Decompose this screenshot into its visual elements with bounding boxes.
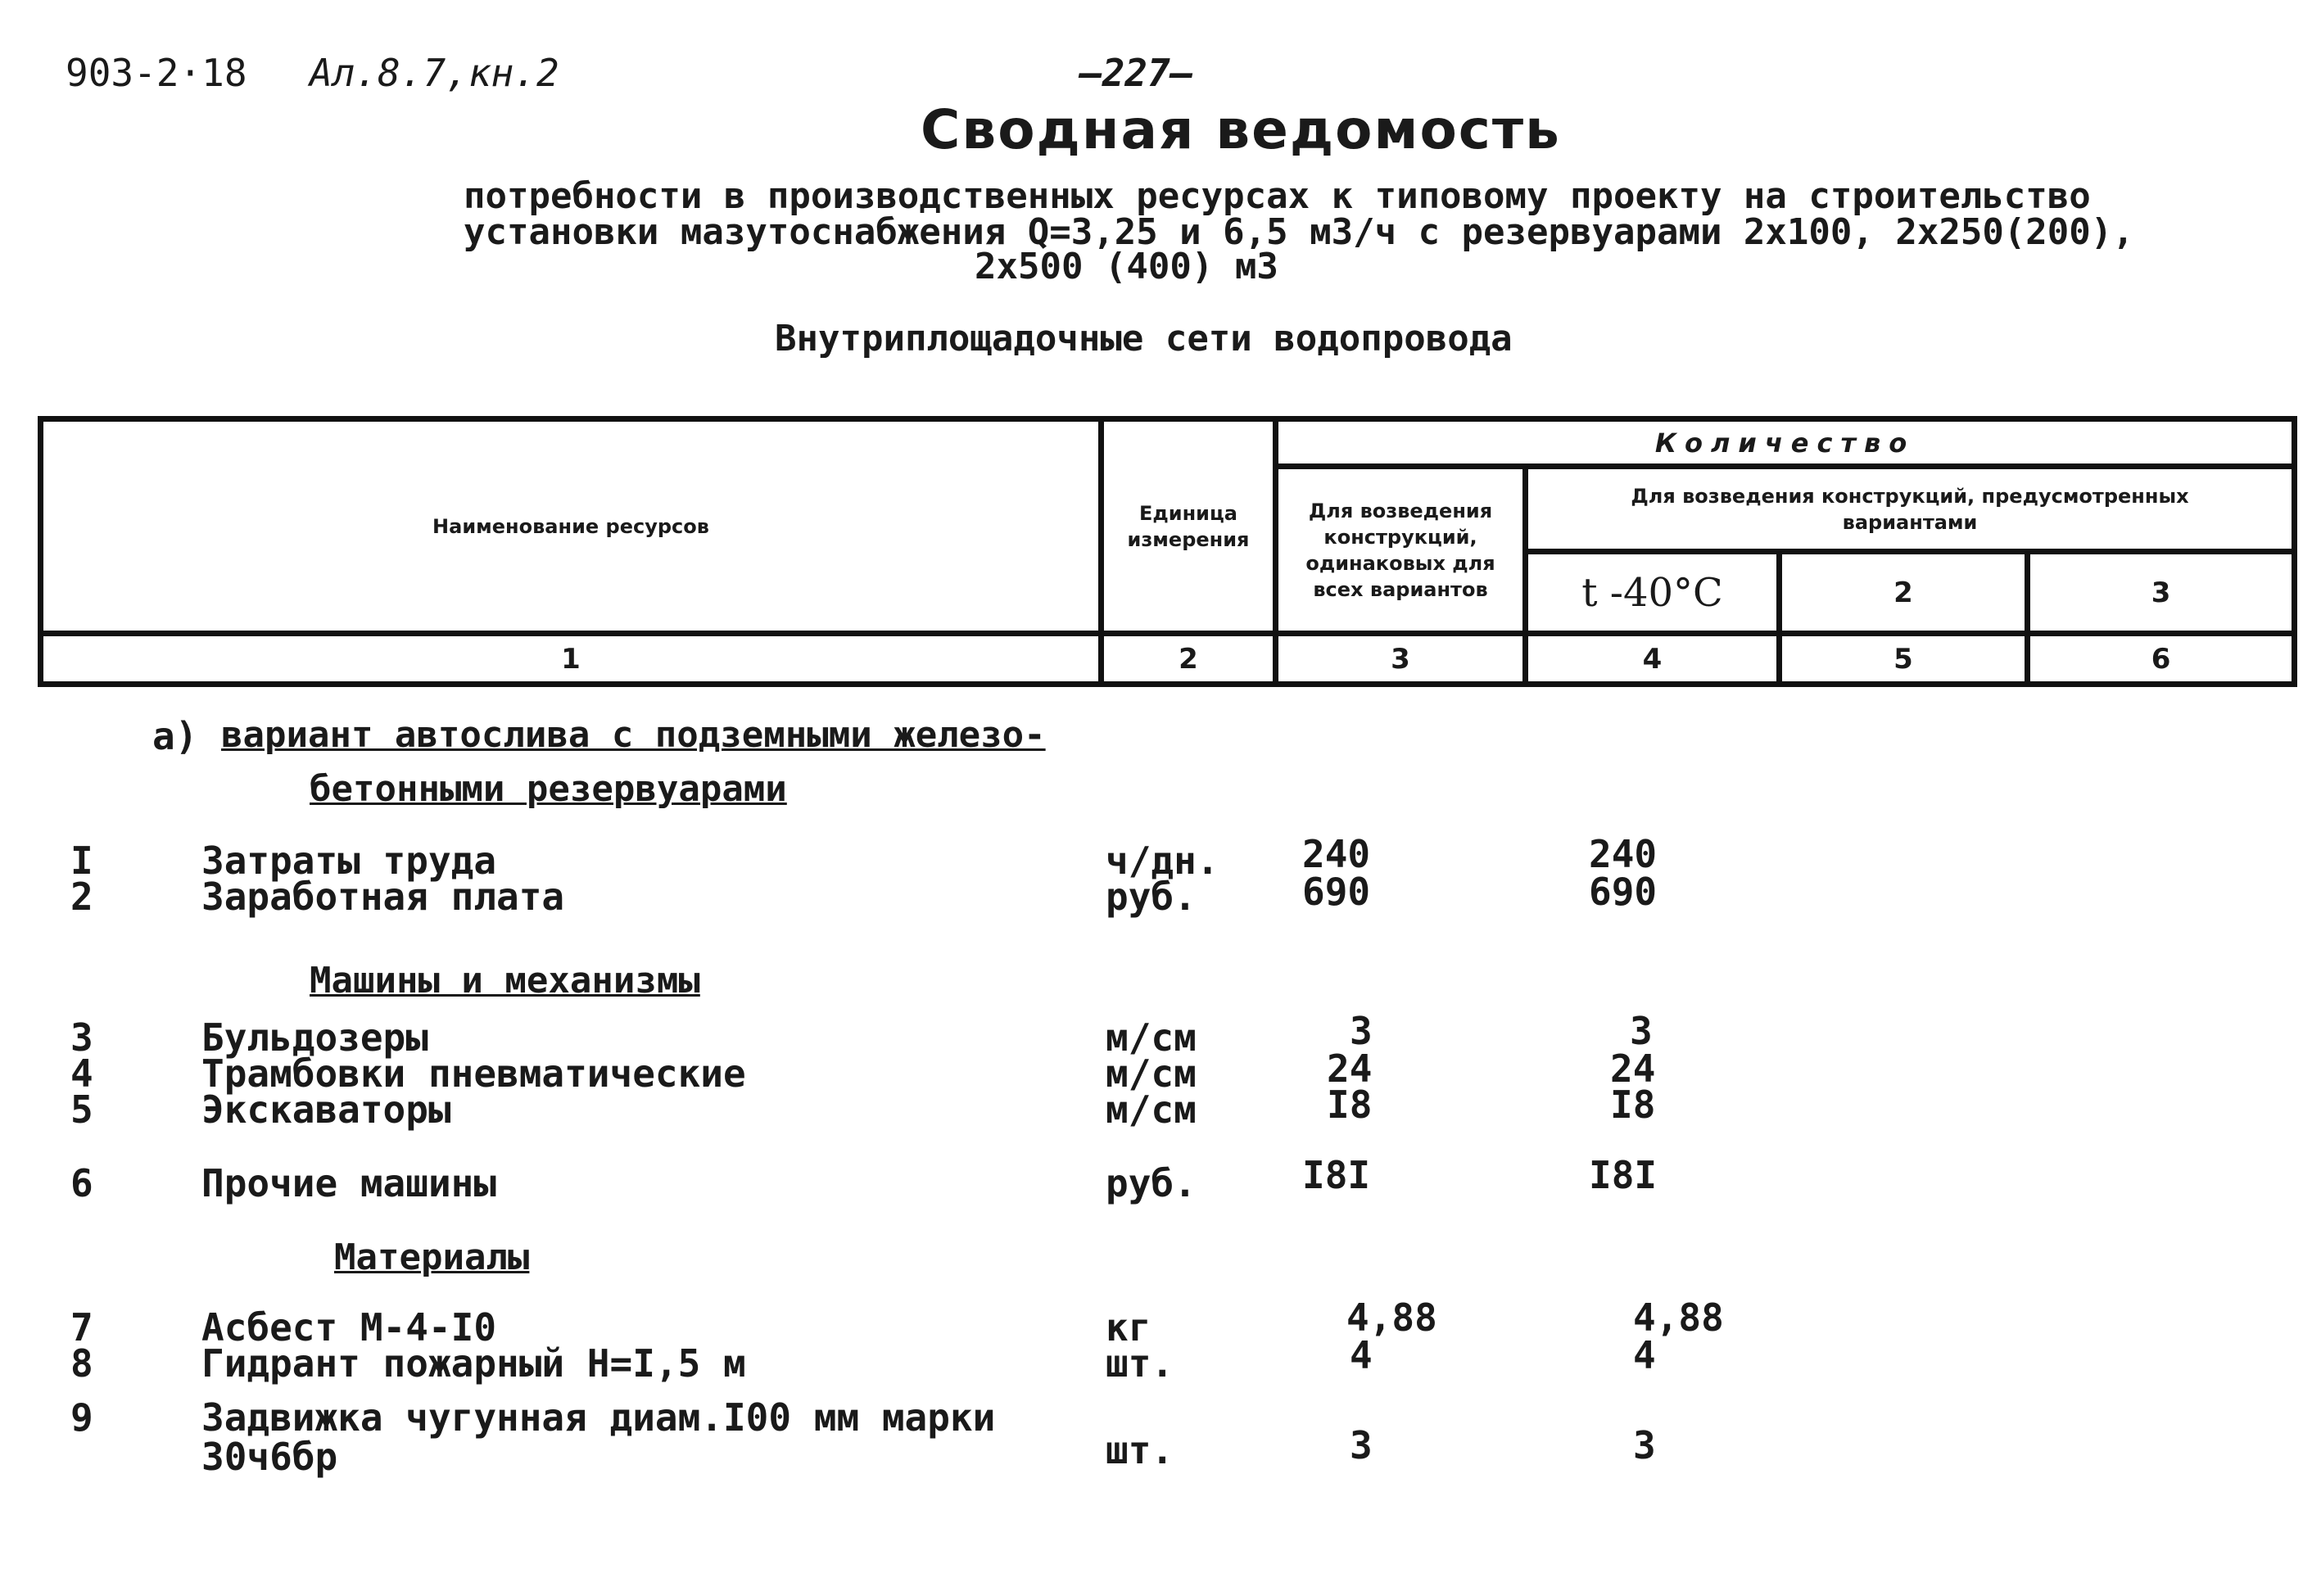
row-unit: м/см bbox=[1106, 1015, 1197, 1060]
row-qty-common: 690 bbox=[1302, 870, 1371, 914]
column-number-4: 4 bbox=[1526, 634, 1780, 685]
row-qty-common: I8 bbox=[1327, 1083, 1373, 1127]
subtitle-line-2: установки мазутоснабжения Q=3,25 и 6,5 м3/ч с резервуарами 2x100, 2x250(200), bbox=[464, 211, 2134, 253]
row-unit: кг bbox=[1106, 1305, 1151, 1350]
row-name: Трамбовки пневматические bbox=[201, 1051, 746, 1096]
row-number: 4 bbox=[70, 1051, 93, 1096]
section-caption: Внутриплощадочные сети водопровода bbox=[775, 318, 1513, 359]
header-same-line-4: всех вариантов bbox=[1313, 577, 1488, 601]
header-variant-line-2: вариантами bbox=[1842, 510, 1978, 534]
row-name: Прочие машины bbox=[201, 1161, 497, 1205]
document-code: 903-2·18 bbox=[66, 51, 247, 95]
column-number-5: 5 bbox=[1780, 634, 2028, 685]
row-name: Затраты труда bbox=[201, 839, 497, 883]
header-unit-line-1: Единица bbox=[1139, 501, 1237, 525]
row-number: 8 bbox=[70, 1341, 93, 1386]
page-title: Сводная ведомость bbox=[921, 98, 1561, 161]
row-qty-variant: 690 bbox=[1589, 870, 1658, 914]
section-a-title-line-2: бетонными резервуарами bbox=[310, 768, 787, 810]
subtitle-line-1: потребности в производственных ресурсах к типовому проекту на строительство bbox=[464, 175, 2091, 217]
row-unit: м/см bbox=[1106, 1087, 1197, 1132]
section-a-label: а) bbox=[152, 714, 198, 758]
header-unit-line-2: измерения bbox=[1127, 527, 1250, 551]
album-reference: Ал.8.7,кн.2 bbox=[310, 51, 559, 95]
resource-table-header bbox=[38, 416, 2297, 687]
row-name: Бульдозеры bbox=[201, 1015, 428, 1060]
row-unit: ч/дн. bbox=[1106, 839, 1219, 883]
header-unit bbox=[1102, 419, 1276, 634]
subtitle-line-3: 2x500 (400) м3 bbox=[975, 246, 1278, 287]
row-qty-variant: 4,88 bbox=[1633, 1295, 1724, 1340]
row-name: Экскаваторы bbox=[201, 1087, 451, 1132]
row-unit: шт. bbox=[1106, 1341, 1174, 1386]
row-unit: руб. bbox=[1106, 1161, 1197, 1205]
header-variant-temperature: t -40°C bbox=[1526, 552, 1780, 634]
row-qty-common: 3 bbox=[1350, 1423, 1373, 1467]
column-number-6: 6 bbox=[2028, 634, 2295, 685]
row-unit: руб. bbox=[1106, 875, 1197, 919]
row-qty-common: 3 bbox=[1350, 1009, 1373, 1053]
row-qty-common: I8I bbox=[1302, 1153, 1371, 1197]
header-variant-3: 3 bbox=[2028, 552, 2295, 634]
row-qty-common: 4 bbox=[1350, 1333, 1373, 1377]
column-number-3: 3 bbox=[1276, 634, 1526, 685]
row-name: Заработная плата bbox=[201, 875, 565, 919]
column-number-1: 1 bbox=[41, 634, 1102, 685]
row-qty-variant: I8I bbox=[1589, 1153, 1658, 1197]
row-qty-common: 24 bbox=[1327, 1047, 1373, 1091]
machines-heading: Машины и механизмы bbox=[310, 960, 700, 1001]
header-same-line-2: конструкций, bbox=[1323, 525, 1477, 549]
header-variant-line-1: Для возведения конструкций, предусмотренных bbox=[1631, 484, 2189, 508]
row-name-continued: 30ч6бр bbox=[201, 1435, 338, 1479]
row-qty-variant: I8 bbox=[1610, 1083, 1656, 1127]
header-quantity: Количество bbox=[1276, 419, 2295, 467]
row-qty-common: 240 bbox=[1302, 832, 1371, 876]
row-qty-variant: 3 bbox=[1630, 1009, 1653, 1053]
column-number-2: 2 bbox=[1102, 634, 1276, 685]
header-by-variant bbox=[1526, 467, 2295, 552]
row-qty-variant: 4 bbox=[1633, 1333, 1656, 1377]
row-number: 6 bbox=[70, 1161, 93, 1205]
row-qty-variant: 3 bbox=[1633, 1423, 1656, 1467]
row-number: 3 bbox=[70, 1015, 93, 1060]
header-variant-2: 2 bbox=[1780, 552, 2028, 634]
header-same-line-1: Для возведения bbox=[1308, 499, 1493, 522]
row-unit: шт. bbox=[1106, 1428, 1174, 1472]
row-name: Гидрант пожарный Н=I,5 м bbox=[201, 1341, 746, 1386]
row-number: 9 bbox=[70, 1395, 93, 1440]
row-qty-variant: 24 bbox=[1610, 1047, 1656, 1091]
header-resource-name: Наименование ресурсов bbox=[41, 419, 1102, 634]
header-same-for-all bbox=[1276, 467, 1526, 634]
row-qty-variant: 240 bbox=[1589, 832, 1658, 876]
row-number: I bbox=[70, 839, 93, 883]
row-number: 2 bbox=[70, 875, 93, 919]
materials-heading: Материалы bbox=[334, 1237, 530, 1278]
section-a-title-line-1: вариант автослива с подземными железо- bbox=[221, 714, 1046, 756]
row-name: Задвижка чугунная диам.I00 мм марки bbox=[201, 1395, 996, 1440]
row-qty-common: 4,88 bbox=[1346, 1295, 1437, 1340]
row-number: 5 bbox=[70, 1087, 93, 1132]
header-same-line-3: одинаковых для bbox=[1305, 551, 1495, 575]
row-name: Асбест М-4-I0 bbox=[201, 1305, 497, 1350]
row-unit: м/см bbox=[1106, 1051, 1197, 1096]
row-number: 7 bbox=[70, 1305, 93, 1350]
page-number: —227— bbox=[1079, 51, 1193, 95]
